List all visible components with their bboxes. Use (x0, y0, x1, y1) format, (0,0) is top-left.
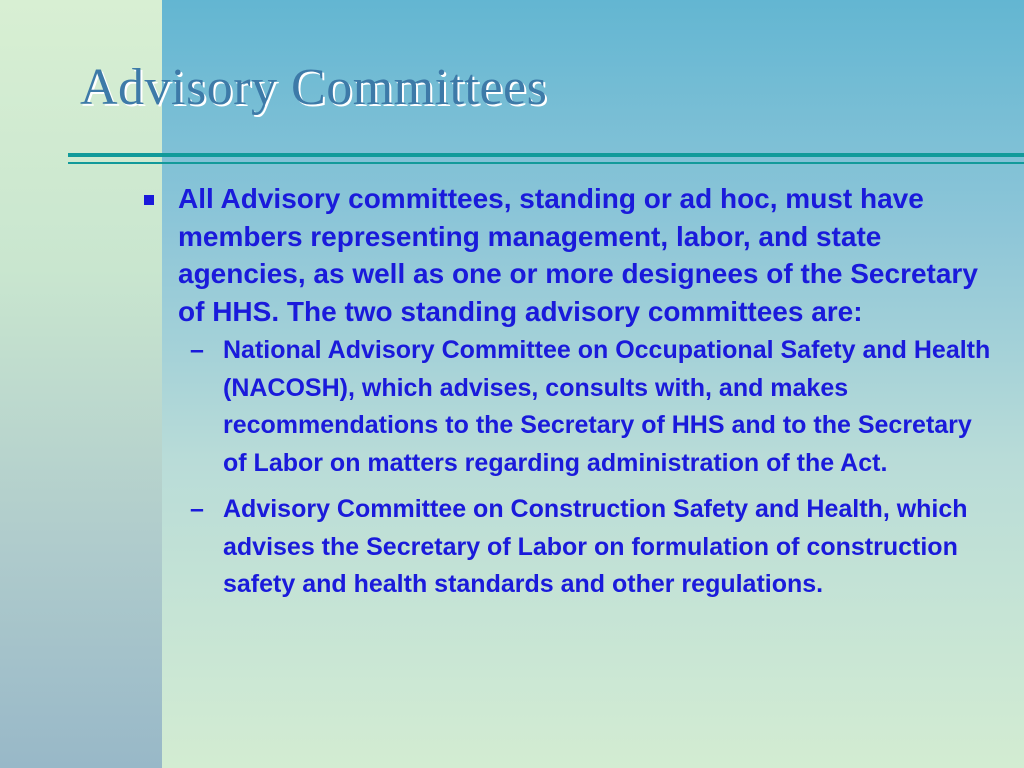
sub-bullet-item (140, 332, 1000, 482)
sub-bullet-item (140, 491, 1000, 604)
title-rule-thick (68, 153, 1024, 157)
main-bullet-text: All Advisory committees, standing or ad hoc, must have members representing management, labor, and state agencies, as well as one or more designees of the Secretary of HHS. The two standing advisory committees are: (178, 183, 978, 327)
sub-bullet-text: National Advisory Committee on Occupational Safety and Health (NACOSH), which advises, consults with, and makes recommendations to the Secretary of HHS and to the Secretary of Labor on matters regarding administration of the Act. (223, 336, 991, 477)
dash-bullet-icon: – (190, 495, 204, 523)
dash-bullet-icon: – (190, 336, 204, 364)
sub-bullet-text: Advisory Committee on Construction Safety and Health, which advises the Secretary of Labor on formulation of construction safety and health standards and other regulations. (223, 495, 968, 598)
square-bullet-icon (144, 195, 154, 205)
slide-content (140, 180, 1000, 613)
slide-title: Advisory Committees (80, 59, 548, 116)
sub-bullet-list (140, 332, 1000, 604)
main-bullet (140, 180, 1000, 330)
title-rule-thin (68, 162, 1024, 164)
